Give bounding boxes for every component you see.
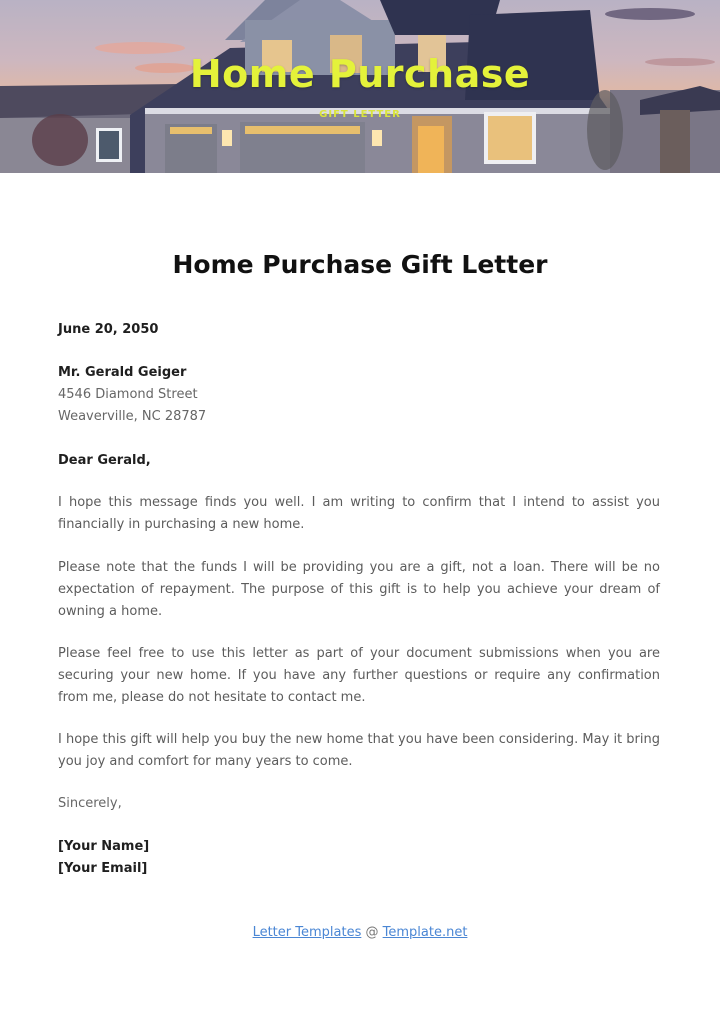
signature-email: [Your Email]	[58, 861, 148, 876]
template-net-link[interactable]: Template.net	[382, 925, 468, 940]
banner-subtitle: GIFT LETTER	[319, 109, 401, 120]
body-paragraph-4: I hope this gift will help you buy the new home that you have been considering. May it bring you joy and comfort for many years to come.	[58, 732, 660, 769]
recipient-name: Mr. Gerald Geiger	[58, 365, 187, 380]
letter-date: June 20, 2050	[58, 322, 159, 337]
signature-name: [Your Name]	[58, 839, 150, 854]
recipient-street: 4546 Diamond Street	[58, 387, 198, 402]
salutation: Dear Gerald,	[58, 453, 151, 468]
footer-separator: @	[365, 925, 379, 940]
banner-title: Home Purchase	[189, 52, 531, 96]
letter-templates-link[interactable]: Letter Templates	[252, 925, 362, 940]
body-paragraph-2: Please note that the funds I will be providing you are a gift, not a loan. There will be no expectation of repayment. The purpose of this gift is to help you achieve your dream of owning a home.	[58, 560, 660, 619]
footer-credit	[0, 925, 720, 940]
closing: Sincerely,	[58, 796, 122, 811]
recipient-city: Weaverville, NC 28787	[58, 409, 207, 424]
header-banner	[0, 0, 720, 173]
document-title: Home Purchase Gift Letter	[172, 250, 548, 279]
body-paragraph-1: I hope this message finds you well. I am writing to confirm that I intend to assist you financially in purchasing a new home.	[58, 495, 660, 532]
body-paragraph-3: Please feel free to use this letter as part of your document submissions when you are securing your new home. If you have any further questions or require any confirmation from me, please do not hesitate to contact me.	[58, 646, 660, 705]
